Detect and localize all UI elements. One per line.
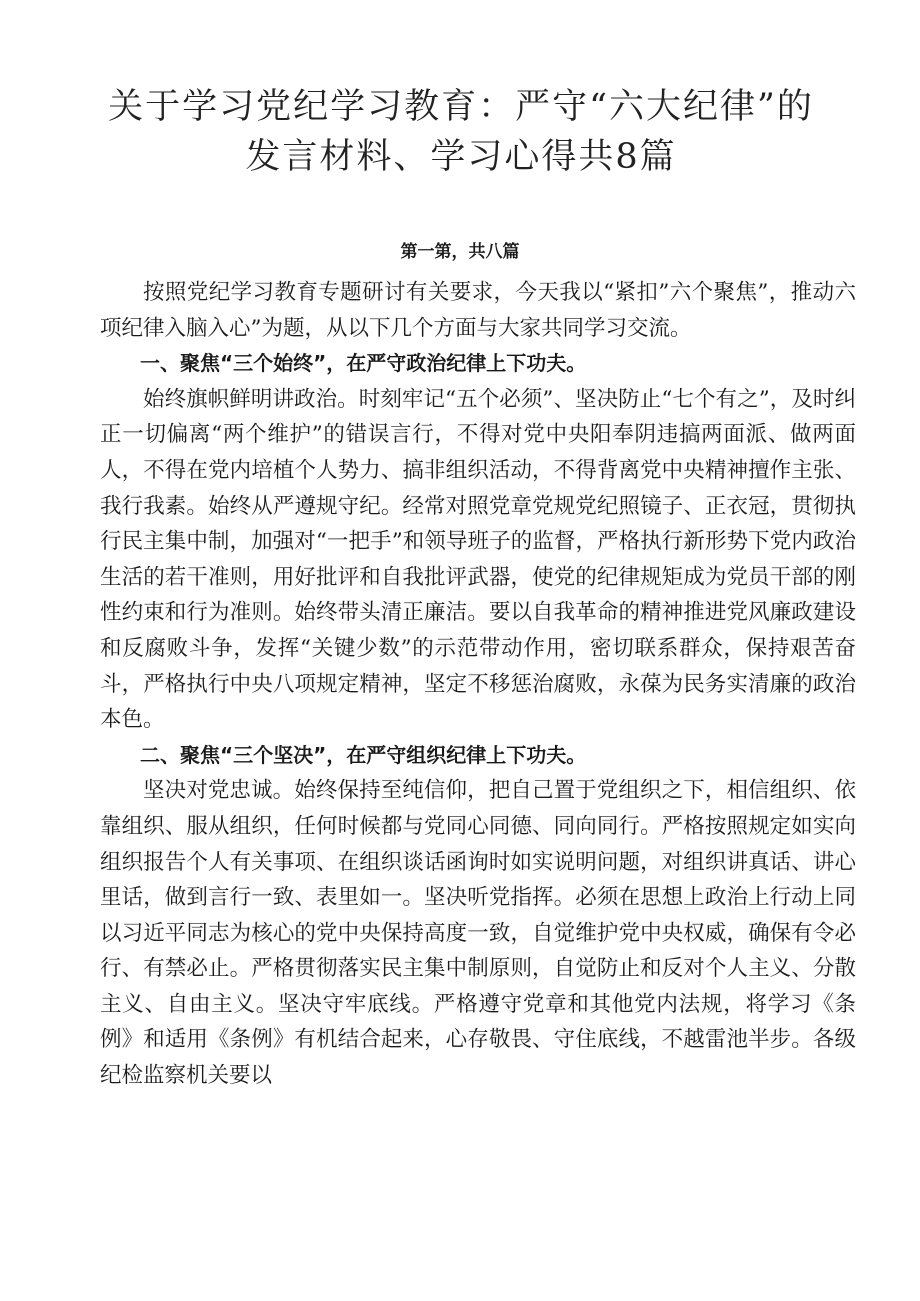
body-paragraph-1: 始终旗帜鲜明讲政治。时刻牢记“五个必须”、坚决防止“七个有之”，及时纠正一切偏离“两个维护”的错误言行，不得对党中央阳奉阴违搞两面派、做两面人，不得在党内培植个人势力、搞非组织活动，不得背离党中央精神擅作主张、我行我素。始终从严遵规守纪。经常对照党章党规党纪照镜子、正衣冠，贯彻执行民主集中制，加强对“一把手”和领导班子的监督，严格执行新形势下党内政治生活的若干准则，用好批评和自我批评武器，使党的纪律规矩成为党员干部的刚性约束和行为准则。始终带头清正廉洁。要以自我革命的精神推进党风廉政建设和反腐败斗争，发挥“关键少数”的示范带动作用，密切联系群众，保持艰苦奋斗，严格执行中央八项规定精神，坚定不移惩治腐败，永葆为民务实清廉的政治本色。 — [100, 386, 856, 733]
body-paragraph-2: 坚决对党忠诚。始终保持至纯信仰，把自己置于党组织之下，相信组织、依靠组织、服从组织，任何时候都与党同心同德、同向同行。严格按照规定如实向组织报告个人有关事项、在组织谈话函询时如实说明问题，对组织讲真话、讲心里话，做到言行一致、表里如一。坚决听党指挥。必须在思想上政治上行动上同以习近平同志为核心的党中央保持高度一致，自觉维护党中央权威，确保有令必行、有禁必止。严格贯彻落实民主集中制原则，自觉防止和反对个人主义、分散主义、自由主义。坚决守牢底线。严格遵守党章和其他党内法规，将学习《条例》和适用《条例》有机结合起来，心存敬畏、守住底线，不越雷池半步。各级纪检监察机关要以 — [100, 778, 856, 1089]
section-label: 第一第，共八篇 — [400, 242, 520, 262]
document-title: 关于学习党纪学习教育：严守“六大纪律”的发言材料、学习心得共8篇 — [108, 87, 814, 177]
section-heading-1: 一、聚焦“三个始终”，在严守政治纪律上下功夫。 — [140, 351, 587, 376]
document-body — [100, 275, 856, 1094]
section-heading-2: 二、聚焦“三个坚决”，在严守组织纪律上下功夫。 — [140, 742, 587, 767]
intro-paragraph: 按照党纪学习教育专题研讨有关要求，今天我以“紧扣”六个聚焦”，推动六项纪律入脑入心”为题，从以下几个方面与大家共同学习交流。 — [100, 280, 856, 341]
